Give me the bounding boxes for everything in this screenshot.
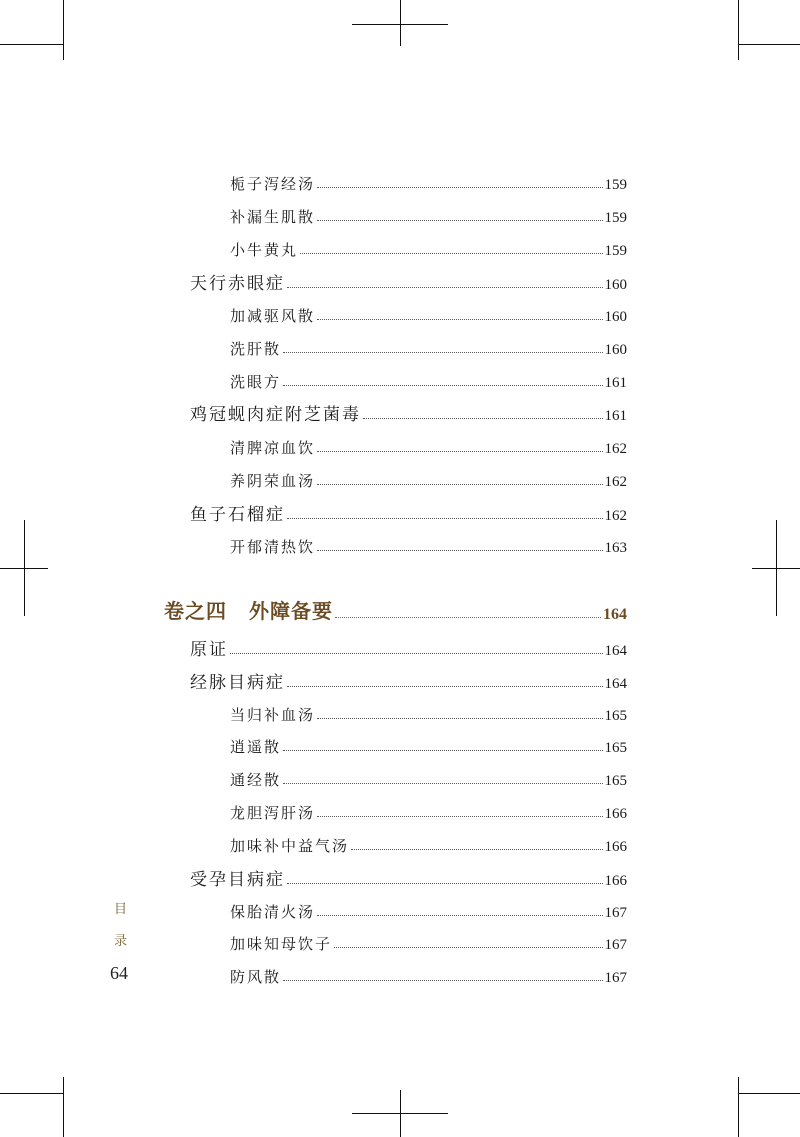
toc-entry-page: 160 xyxy=(604,277,627,293)
volume-name: 外障备要 xyxy=(249,599,333,623)
leader-dots xyxy=(317,319,602,320)
toc-entry xyxy=(0,168,800,194)
leader-dots xyxy=(317,550,602,551)
toc-entry-title: 加味补中益气汤 xyxy=(230,837,350,855)
toc-entry-page: 165 xyxy=(604,740,627,756)
toc-entry-page: 164 xyxy=(604,676,627,692)
toc-entry-page: 165 xyxy=(604,708,627,724)
toc-entry-page: 166 xyxy=(604,873,627,889)
leader-dots xyxy=(283,783,602,784)
toc-entry xyxy=(0,699,800,725)
toc-entry-title: 养阴荣血汤 xyxy=(230,472,316,490)
toc-entry-title: 通经散 xyxy=(230,771,282,789)
toc-entry xyxy=(0,634,800,660)
toc-entry xyxy=(0,432,800,458)
toc-entry xyxy=(0,764,800,790)
leader-dots xyxy=(317,451,602,452)
toc-volume-title xyxy=(164,595,333,624)
toc-entry xyxy=(0,201,800,227)
toc-entry-title: 防风散 xyxy=(230,968,282,986)
toc-entry xyxy=(0,830,800,856)
leader-dots xyxy=(317,816,602,817)
toc-entry-page: 162 xyxy=(604,474,627,490)
toc-entry-title: 洗肝散 xyxy=(230,340,282,358)
toc-entry-title: 经脉目病症 xyxy=(190,673,285,693)
toc-entry-page: 167 xyxy=(604,970,627,986)
toc-entry xyxy=(0,234,800,260)
toc-entry xyxy=(0,797,800,823)
leader-dots xyxy=(351,849,602,850)
toc-entry-page: 166 xyxy=(604,839,627,855)
volume-number: 卷之四 xyxy=(164,599,227,623)
leader-dots xyxy=(283,352,602,353)
leader-dots xyxy=(335,617,601,618)
toc-entry xyxy=(0,399,800,425)
toc-entry-title: 洗眼方 xyxy=(230,373,282,391)
leader-dots xyxy=(287,287,603,288)
toc-entry xyxy=(0,864,800,890)
toc-entry-title: 鸡冠蚬肉症附芝菌毒 xyxy=(190,405,361,425)
toc-entry-title: 当归补血汤 xyxy=(230,706,316,724)
toc-entry-page: 162 xyxy=(604,508,627,524)
toc-entry xyxy=(0,300,800,326)
toc-entry-page: 161 xyxy=(604,375,627,391)
toc-entry-title: 加减驱风散 xyxy=(230,307,316,325)
toc-entry xyxy=(0,268,800,294)
leader-dots xyxy=(317,484,602,485)
leader-dots xyxy=(287,883,603,884)
page-number: 64 xyxy=(110,963,128,983)
toc-entry-page: 163 xyxy=(604,540,627,556)
toc-entry-title: 小牛黄丸 xyxy=(230,241,299,259)
toc-entry-page: 164 xyxy=(603,606,627,623)
toc-entry xyxy=(0,531,800,557)
toc-entry xyxy=(0,333,800,359)
toc-entry-page: 164 xyxy=(604,643,627,659)
leader-dots xyxy=(283,385,602,386)
leader-dots xyxy=(363,418,603,419)
leader-dots xyxy=(283,750,602,751)
toc-entry-page: 166 xyxy=(604,806,627,822)
toc-entry-title: 原证 xyxy=(190,640,228,660)
toc-entry-title: 栀子泻经汤 xyxy=(230,175,316,193)
leader-dots xyxy=(334,947,602,948)
leader-dots xyxy=(300,253,602,254)
leader-dots xyxy=(317,187,602,188)
toc-entry xyxy=(0,731,800,757)
toc-entry-page: 159 xyxy=(604,177,627,193)
toc-entry-title: 开郁清热饮 xyxy=(230,538,316,556)
toc-entry-title: 天行赤眼症 xyxy=(190,274,285,294)
toc-entry-page: 162 xyxy=(604,441,627,457)
toc-entry-title: 补漏生肌散 xyxy=(230,208,316,226)
toc-entry-page: 165 xyxy=(604,773,627,789)
leader-dots xyxy=(317,718,602,719)
toc-entry-title: 鱼子石榴症 xyxy=(190,505,285,525)
toc-entry-title: 受孕目病症 xyxy=(190,870,285,890)
leader-dots xyxy=(287,518,603,519)
leader-dots xyxy=(287,686,603,687)
toc-entry-page: 160 xyxy=(604,309,627,325)
toc-entry xyxy=(0,465,800,491)
toc-entry-title: 保胎清火汤 xyxy=(230,903,316,921)
leader-dots xyxy=(283,980,602,981)
leader-dots xyxy=(317,220,602,221)
toc-entry-page: 160 xyxy=(604,342,627,358)
toc-entry-page: 161 xyxy=(604,408,627,424)
section-label-mu: 目 xyxy=(114,902,128,917)
toc-entry-page: 167 xyxy=(604,905,627,921)
toc-entry xyxy=(0,499,800,525)
toc-entry-title: 逍遥散 xyxy=(230,738,282,756)
toc-entry-title: 加味知母饮子 xyxy=(230,935,333,953)
toc-volume-heading xyxy=(0,594,800,624)
leader-dots xyxy=(317,915,602,916)
toc-entry-page: 159 xyxy=(604,210,627,226)
toc-entry xyxy=(0,366,800,392)
toc-entry-page: 167 xyxy=(604,937,627,953)
toc-entry xyxy=(0,667,800,693)
leader-dots xyxy=(230,653,603,654)
section-label-lu: 录 xyxy=(114,934,128,949)
toc-entry-page: 159 xyxy=(604,243,627,259)
toc-entry-title: 清脾凉血饮 xyxy=(230,439,316,457)
toc-entry-title: 龙胆泻肝汤 xyxy=(230,804,316,822)
